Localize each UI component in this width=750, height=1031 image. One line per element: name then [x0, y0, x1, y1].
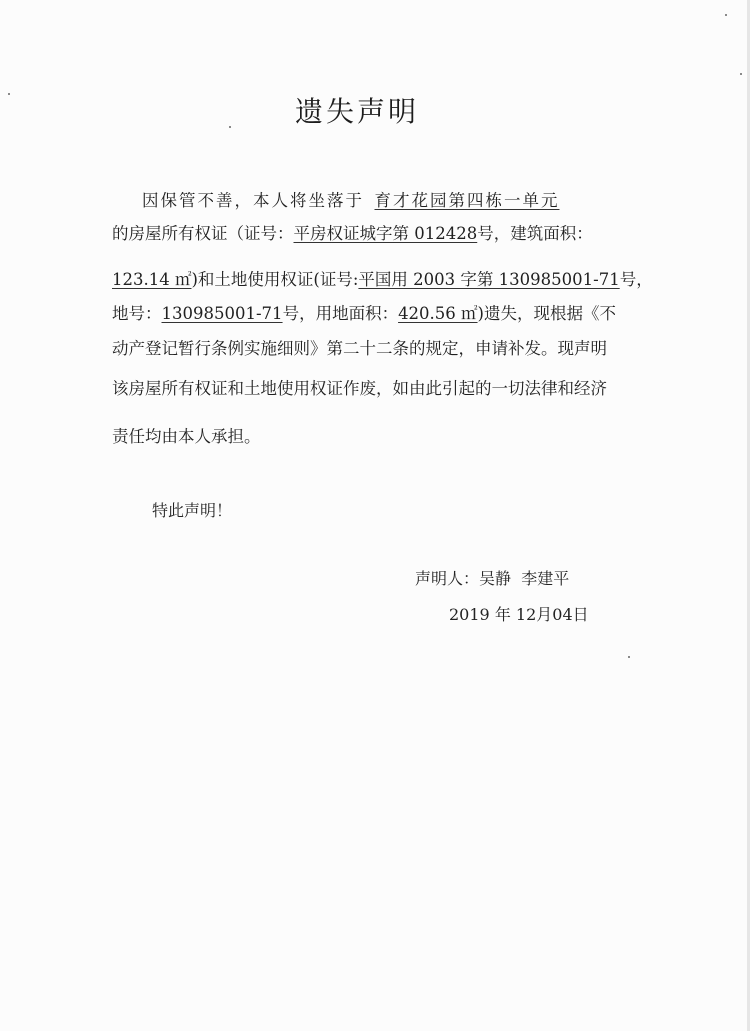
land-area: 420.56 ㎡	[398, 304, 478, 323]
date-year: 2019	[449, 605, 490, 624]
property-address: 育才花园第四栋一单元	[374, 191, 560, 210]
document-date	[449, 602, 589, 625]
scan-speck	[725, 14, 727, 16]
body-line-5: 动产登记暂行条例实施细则》第二十二条的规定，申请补发。现声明	[112, 339, 607, 358]
declarant-names: 吴静 李建平	[479, 569, 570, 588]
body-line-2	[112, 223, 593, 245]
date-month-unit: 月	[536, 605, 553, 624]
body-line-6: 该房屋所有权证和土地使用权证作废，如由此引起的一切法律和经济	[112, 379, 607, 398]
body-line-3	[112, 269, 653, 291]
body-text: 因保管不善，本人将坐落于	[142, 191, 364, 210]
body-line-7: 责任均由本人承担。	[112, 427, 261, 446]
scan-speck	[628, 656, 630, 658]
body-text: 号，建筑面积：	[477, 224, 593, 243]
body-text: 的房屋所有权证（证号：	[112, 224, 294, 243]
land-cert-number: 平国用 2003 字第 130985001-71	[358, 270, 620, 289]
house-cert-number: 平房权证城字第 012428	[293, 224, 478, 243]
declarant-label: 声明人：	[415, 569, 480, 588]
date-day: 04	[552, 605, 573, 624]
body-text: 号，	[619, 270, 653, 289]
building-area: 123.14 ㎡	[112, 270, 192, 289]
body-text: 地号：	[112, 304, 162, 323]
body-line-1	[142, 190, 560, 212]
body-text: 号，用地面积：	[282, 304, 399, 323]
declarant-signature	[415, 566, 569, 589]
body-text: )遗失，现根据《不	[477, 304, 616, 323]
document-title: 遗失声明	[294, 95, 419, 128]
closing-statement: 特此声明！	[152, 501, 233, 520]
date-month: 12	[515, 605, 537, 624]
body-line-4	[112, 303, 616, 325]
body-text: )和土地使用权证(证号:	[191, 270, 359, 289]
scan-speck	[740, 73, 742, 75]
date-year-unit: 年	[494, 605, 511, 624]
date-day-unit: 日	[572, 605, 589, 624]
plot-number: 130985001-71	[161, 304, 283, 323]
